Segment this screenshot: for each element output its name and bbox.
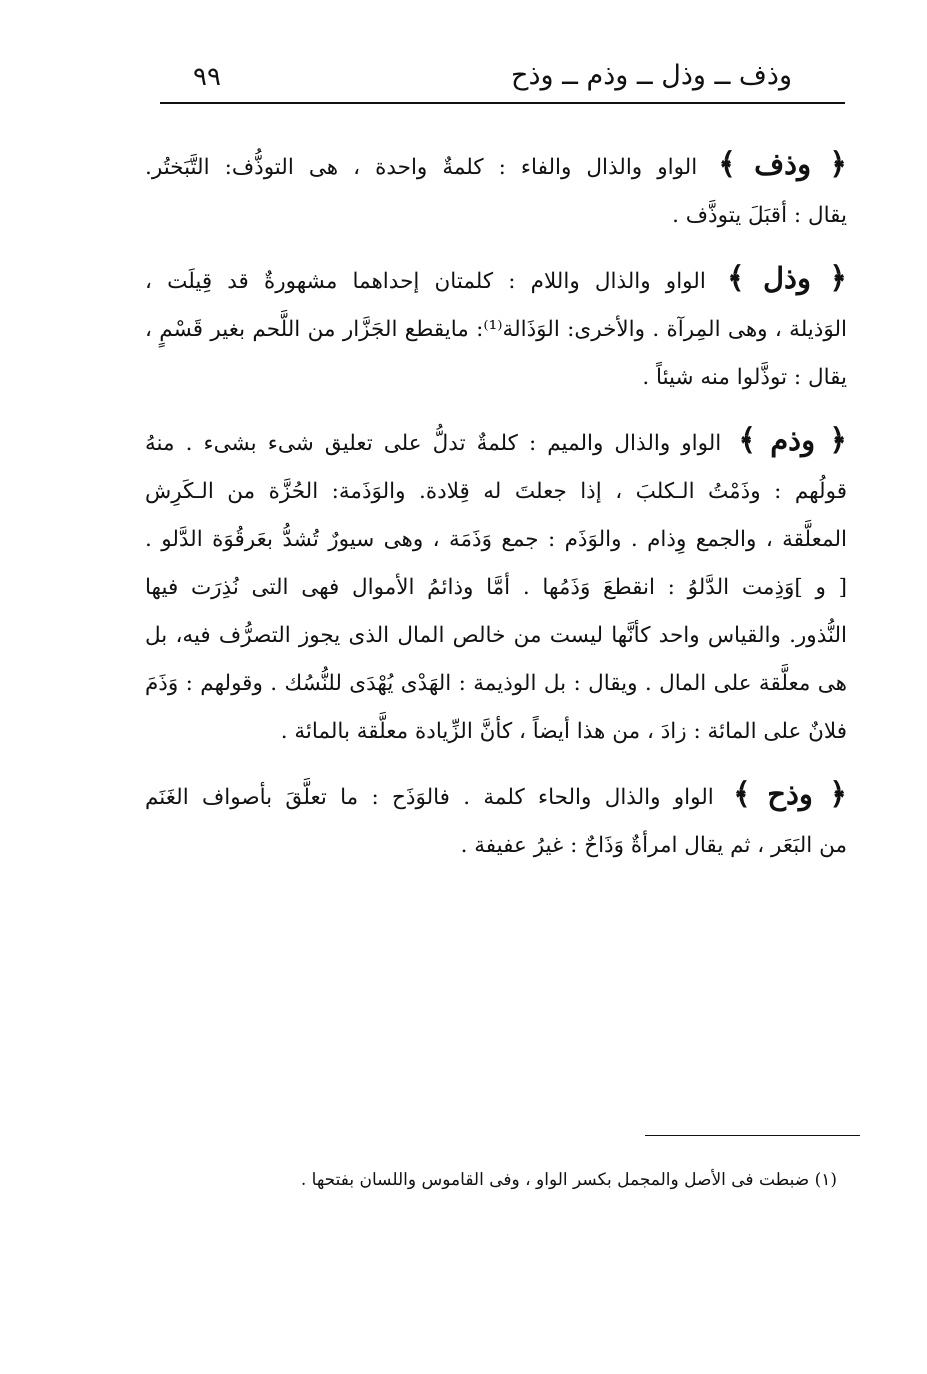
headword-brace-close: ﴾ bbox=[738, 423, 756, 458]
headword-brace-open: ﴿ bbox=[829, 423, 847, 458]
headword-brace-open: ﴿ bbox=[829, 777, 847, 812]
entry-line: من البَعَر ، ثم يقال امرأةٌ وَذَاحٌ : غيرُ عفيفة . bbox=[460, 833, 847, 858]
entries-body bbox=[145, 140, 847, 884]
footnote-rule bbox=[645, 1135, 860, 1136]
entry-line: ﴿ وذف ﴾ الواو والذال والفاء : كلمةٌ واحدة ، هى التوذُّف: التَّبَختُر. bbox=[145, 147, 847, 182]
headword-brace-open: ﴿ bbox=[829, 261, 847, 296]
entry-wdhf bbox=[145, 140, 847, 240]
entry-line: هى معلَّقة على المال . ويقال : بل الوذيمة : الهَدْى يُهْدَى للنُّسُك . وقولهم : وَذَمَ bbox=[145, 671, 847, 696]
entry-wdhl bbox=[145, 254, 847, 402]
entry-line: يقال : أقبَلَ يتوذَّف . bbox=[672, 203, 847, 228]
headword-brace-close: ﴾ bbox=[718, 147, 736, 182]
entry-line: ﴿ وذل ﴾ الواو والذال واللام : كلمتان إحداهما مشهورةٌ قد قِيلَت ، bbox=[145, 261, 847, 296]
entry-line: قولُهم : وذَمْتُ الـكلبَ ، إذا جعلتَ له قِلادة. والوَذَمة: الحُزَّة من الـكَرِش bbox=[145, 479, 847, 504]
entry-headword: ﴿ وذح ﴾ bbox=[733, 777, 847, 812]
entry-line: الوَذيلة ، وهى المِرآة . والأخرى: الوَذَالة⁽¹⁾: مايقطع الجَزَّار من اللَّحم بغير قَسْمٍ ، bbox=[145, 317, 847, 342]
entry-line: فلانٌ على المائة : زادَ ، من هذا أيضاً ، كأنَّ الزِّيادة معلَّقة بالمائة . bbox=[280, 719, 847, 744]
header-rule bbox=[160, 102, 845, 104]
entry-line: [ و ]وَذِمت الدَّلوُ : انقطعَ وَذَمُها . أمَّا وذائمُ الأموال فهى التى نُذِرَت فيها bbox=[145, 575, 847, 600]
entry-line: ﴿ وذح ﴾ الواو والذال والحاء كلمة . فالوَذَح : ما تعلَّقَ بأصواف الغَنَم bbox=[145, 777, 847, 812]
entry-line: النُّذور. والقياس واحد كأنَّها ليست من خالص المال الذى يجوز التصرُّف فيه، بل bbox=[145, 623, 847, 648]
entry-line: يقال : توذَّلوا منه شيئاً . bbox=[642, 365, 847, 390]
running-title: وذف ــ وذل ــ وذم ــ وذح bbox=[511, 60, 792, 91]
entry-wdhh bbox=[145, 770, 847, 870]
entry-headword: ﴿ وذف ﴾ bbox=[718, 147, 847, 182]
footnote-marker: (١) bbox=[814, 1170, 837, 1190]
entry-headword: ﴿ وذم ﴾ bbox=[738, 423, 847, 458]
entry-line: المعلَّقة ، والجمع وِذام . والوَذَم : جمع وَذَمَة ، وهى سيورٌ تُشدُّ بعَرقُوَة الدَّلو . bbox=[145, 527, 847, 552]
footnote-text: ضبطت فى الأصل والمجمل بكسر الواو ، وفى القاموس واللسان بفتحها . bbox=[300, 1170, 810, 1190]
headword-brace-close: ﴾ bbox=[726, 261, 745, 296]
entry-wdhm bbox=[145, 416, 847, 756]
headword-brace-close: ﴾ bbox=[733, 777, 751, 812]
running-head bbox=[168, 58, 832, 102]
headword-brace-open: ﴿ bbox=[829, 147, 847, 182]
page-number: ٩٩ bbox=[193, 62, 221, 92]
footnote bbox=[301, 1170, 837, 1190]
entry-line: ﴿ وذم ﴾ الواو والذال والميم : كلمةٌ تدلُّ على تعليق شىء بشىء . منهُ bbox=[145, 423, 847, 458]
entry-headword: ﴿ وذل ﴾ bbox=[726, 261, 847, 296]
